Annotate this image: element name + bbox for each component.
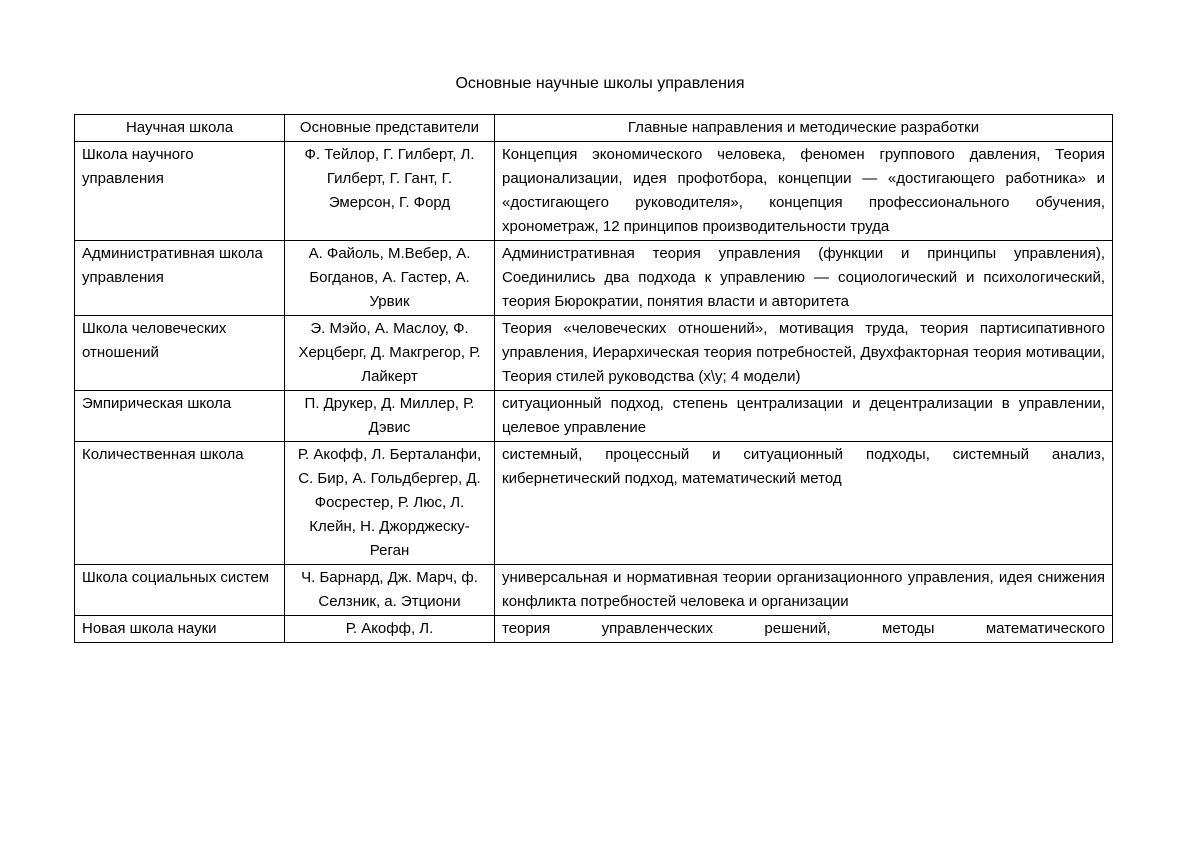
school-name: Школа научного управления	[75, 142, 285, 241]
school-directions: Концепция экономического человека, феномен группового давления, Теория рационализации, идея профотбора, концепции — «достигающего работника» и «достигающего руководителя», концепция профессионального обучения, хронометраж, 12 принципов производительности труда	[495, 142, 1113, 241]
school-representatives: Р. Акофф, Л. Берталанфи, С. Бир, А. Гольдбергер, Д. Фосрестер, Р. Люс, Л. Клейн, Н. Джорджеску-Реган	[285, 442, 495, 565]
school-directions: Теория «человеческих отношений», мотивация труда, теория партисипативного управления, Иерархическая теория потребностей, Двухфакторная теория мотивации, Теория стилей руководства (x\y; 4 модели)	[495, 316, 1113, 391]
school-name: Школа социальных систем	[75, 565, 285, 616]
table-row	[75, 391, 1113, 442]
table-row	[75, 616, 1113, 643]
school-directions: системный, процессный и ситуационный подходы, системный анализ, кибернетический подход, математический метод	[495, 442, 1113, 565]
header-representatives: Основные представители	[285, 115, 495, 142]
school-representatives: П. Друкер, Д. Миллер, Р. Дэвис	[285, 391, 495, 442]
school-representatives: Э. Мэйо, А. Маслоу, Ф. Херцберг, Д. Макгрегор, Р. Лайкерт	[285, 316, 495, 391]
school-name: Административная школа управления	[75, 241, 285, 316]
table-header-row	[75, 115, 1113, 142]
table-row	[75, 565, 1113, 616]
school-name: Школа человеческих отношений	[75, 316, 285, 391]
header-school: Научная школа	[75, 115, 285, 142]
school-name: Эмпирическая школа	[75, 391, 285, 442]
school-directions: ситуационный подход, степень централизации и децентрализации в управлении, целевое управление	[495, 391, 1113, 442]
table-row	[75, 442, 1113, 565]
table-row	[75, 241, 1113, 316]
table-row	[75, 316, 1113, 391]
school-representatives: Р. Акофф, Л.	[285, 616, 495, 643]
document-title: Основные научные школы управления	[455, 75, 745, 92]
school-representatives: Ч. Барнард, Дж. Марч, ф. Селзник, а. Этциони	[285, 565, 495, 616]
school-name: Количественная школа	[75, 442, 285, 565]
school-directions: теория управленческих решений, методы математического	[495, 616, 1113, 643]
schools-table	[74, 114, 1113, 643]
header-directions: Главные направления и методические разработки	[495, 115, 1113, 142]
table-row	[75, 142, 1113, 241]
school-representatives: Ф. Тейлор, Г. Гилберт, Л. Гилберт, Г. Гант, Г. Эмерсон, Г. Форд	[285, 142, 495, 241]
school-directions: Административная теория управления (функции и принципы управления), Соединились два подхода к управлению — социологический и психологический, теория Бюрократии, понятия власти и авторитета	[495, 241, 1113, 316]
school-representatives: А. Файоль, М.Вебер, А. Богданов, А. Гастер, А. Урвик	[285, 241, 495, 316]
school-name: Новая школа науки	[75, 616, 285, 643]
school-directions: универсальная и нормативная теории организационного управления, идея снижения конфликта потребностей человека и организации	[495, 565, 1113, 616]
